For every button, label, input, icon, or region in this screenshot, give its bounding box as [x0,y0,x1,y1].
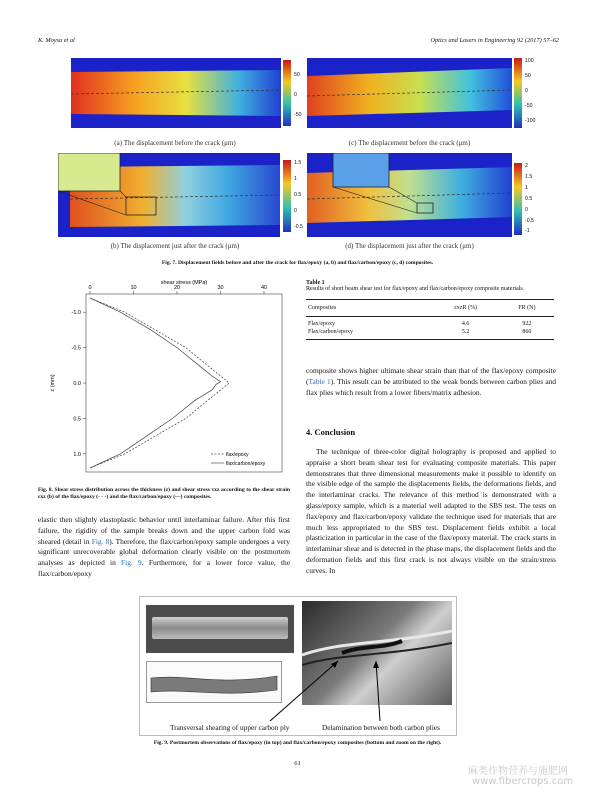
x-tick-label: 10 [130,285,137,291]
running-header-authors: K. Moysa et al [38,37,75,44]
text-run: ). Therefore, the flax/carbon/epoxy sample undergoes a very significant unrecoverable global deformation clearly visible on the postmortem analyses as depicted in [38,536,290,568]
figure-8 [38,276,290,482]
table-title: Table 1 [306,280,325,286]
section-heading-conclusion: 4. Conclusion [306,427,356,437]
colorbar-d-tick: -1 [525,228,530,234]
table-row [306,328,554,340]
x-tick-label: 40 [260,285,268,291]
y-tick-label: 0.0 [73,381,81,387]
label-delamination: Delamination between both carbon plies [322,723,440,732]
caption-b: (b) The displacement just after the crack (μm) [110,242,240,250]
right-column-paragraph-2: The technique of three-color digital holography is proposed and applied to appraise a short beam shear test for evaluating composite materials. This paper demonstrates that three dimensional measurements make it possible to identify on the visible edge of the sample the displacements fields, the deformations fields, and the interlaminar cracks. The relevance of this method is demonstrated with a glass/epoxy sample, which is a material well adapted to the SBS test. The tests on flax/epoxy and flax/carbon/epoxy validate the technique used for materials that are much less appropriated to the SBS test. Displacement fields exhibit a local plasticization in particular in the case of the flax/epoxy material. The crack starts in interlaminar shear and is detected in the phase maps, the displacement fields and the deformation fields and this first crack is not always visible on the strain/stress curves. In [306,447,556,575]
colorbar-c [514,58,522,128]
legend-label: flax/epoxy [226,452,249,458]
colorbar-d-tick: -0.5 [525,218,534,224]
text-run: . Furthermore, for a lower force value, the flax/carbon/epoxy [38,558,291,578]
figure-7-caption: Fig. 7. Displacement fields before and after the crack for flax/epoxy (a, b) and flax/carbon/epoxy (c, d) composites. [161,260,434,266]
colorbar-c-tick: 100 [525,58,534,64]
y-tick-label: -0.5 [71,345,81,352]
figure-8-link[interactable]: Fig. 8 [91,536,110,546]
colorbar-a [283,60,291,126]
table-cell: 4.6 [461,320,470,327]
x-tick-label: 0 [88,285,92,291]
watermark-url: www.fibercrops.com [472,776,574,787]
displacement-map-a [71,58,281,128]
text-run: composite shows higher ultimate shear strain than that of the flax/epoxy composite ( [306,366,556,386]
table-row [306,316,554,328]
colorbar-d-tick: 1.5 [525,174,533,180]
colorbar-d [514,163,522,235]
right-column-paragraph-1 [306,366,556,398]
colorbar-d-tick: 0 [525,207,528,213]
table-1 [306,280,556,340]
shear-stress-chart [38,276,290,482]
colorbar-c-tick: 0 [525,88,528,94]
column-header: Composites [308,304,337,311]
colorbar-a-tick: -50 [294,112,302,118]
colorbar-b-tick: 1.5 [294,160,302,166]
text-run: elastic then slightly elastoplastic behavior until interlaminar failure. After this first failure, the rigidity of the sample breaks down and the upper carbon fold was sheared (detail in [38,515,290,546]
page-number: 61 [294,760,301,767]
table-cell: Flax/epoxy [308,320,335,327]
x-tick-label: 30 [217,285,224,291]
left-column-paragraph [38,515,290,580]
column-header: εxzR (%) [454,304,477,311]
column-header: FR (N) [518,304,536,311]
colorbar-c-tick: 50 [525,73,531,79]
colorbar-d-tick: 2 [525,163,528,169]
running-header-journal: Optics and Lasers in Engineering 92 (2017) 57–62 [430,37,559,44]
text-run: ). This result can be attributed to the weak bonds between carbon plies and flax plies which result from a lower fibers/matrix adhesion. [306,376,556,397]
colorbar-d-tick: 0.5 [525,196,533,202]
figure-9-link[interactable]: Fig. 9 [121,558,142,568]
figure-9-caption: Fig. 9. Postmortem observations of flax/epoxy (in top) and flax/carbon/epoxy composites (bottom and zoom on the right). [153,740,442,746]
y-tick-label: -1.0 [71,310,81,317]
table-1-link[interactable]: Table 1 [308,376,331,386]
x-axis-label: shear stress (MPa) [160,280,208,286]
series-line-flax-epoxy [90,298,229,468]
caption-a: (a) The displacement before the crack (μm) [114,139,236,147]
y-tick-label: 0.5 [73,416,81,423]
table-cell: 922 [522,320,532,327]
table-cell: 5.2 [461,328,470,335]
label-transversal-shearing: Transversal shearing of upper carbon ply [170,723,290,732]
colorbar-c-tick: -100 [525,118,536,124]
y-tick-label: 1.0 [73,451,81,458]
displacement-map-c [307,58,512,128]
colorbar-b [283,160,291,232]
colorbar-b-tick: 1 [294,176,297,182]
plot-frame [86,294,282,472]
displacement-map-d [307,153,512,237]
caption-c: (c) The displacement before the crack (μm) [348,139,471,147]
table-cell: Flax/carbon/epoxy [308,328,353,335]
colorbar-b-tick: 0.5 [294,192,302,198]
table-cell: 860 [522,328,532,335]
colorbar-b-tick: 0 [294,208,297,214]
figure-8-caption: Fig. 8. Shear stress distribution across the thickness (z) and shear stress τxz according to the shear strain εxz (b) of the flax/epoxy (- - -) and the flax/carbon/epoxy (—) composites. [38,487,290,500]
displacement-map-b [58,153,280,237]
annotation-arrows [140,597,456,735]
colorbar-a-tick: 50 [294,72,300,78]
table-subtitle: Results of short beam shear test for flax/epoxy and flax/carbon/epoxy composite materials. [306,286,525,292]
colorbar-c-tick: -50 [525,103,533,109]
colorbar-d-tick: 1 [525,185,528,191]
results-table [306,299,554,340]
caption-d: (d) The displacement just after the crack (μm) [345,242,474,250]
y-axis-label: z (mm) [50,374,56,392]
figure-9 [139,596,457,736]
legend-label: flax/carbon/epoxy [226,461,266,467]
table-header-row [306,299,554,316]
colorbar-b-tick: -0.5 [294,224,303,230]
x-tick-label: 20 [173,285,181,291]
watermark-chinese: 麻类作物营养与施肥网 [468,766,568,777]
series-line-flax-carbon-epoxy [90,298,221,468]
colorbar-a-tick: 0 [294,92,297,98]
